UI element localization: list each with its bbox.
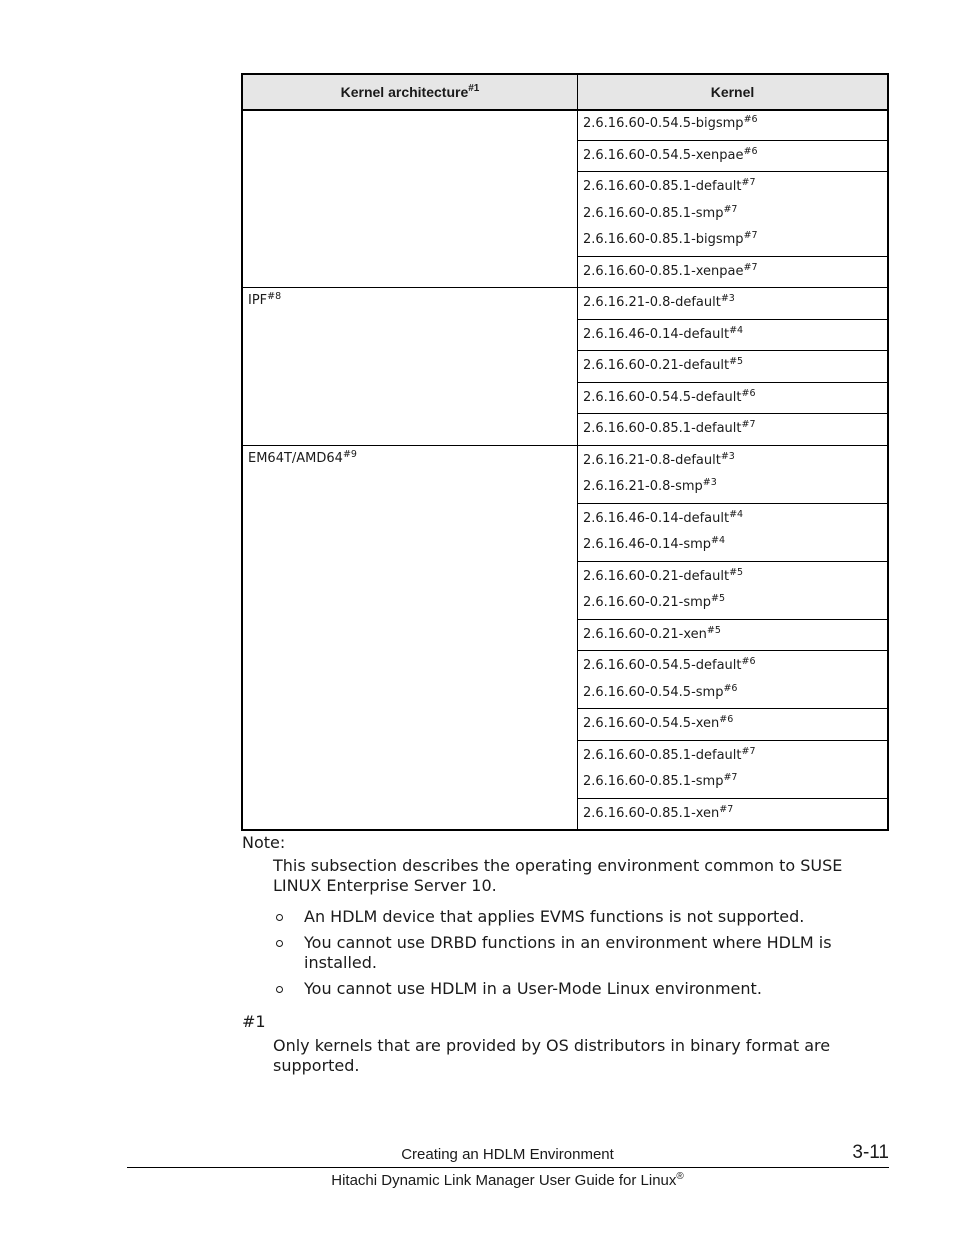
note-text: This subsection describes the operating environment common to SUSE LINUX Enterprise Server 10. xyxy=(273,856,843,895)
circle-bullet-icon xyxy=(276,986,283,993)
kernel-cell xyxy=(578,561,889,619)
arch-cell-continued xyxy=(242,110,578,288)
table-row xyxy=(242,110,888,140)
kernel-footnote-ref: #5 xyxy=(729,356,744,367)
kernel-cell xyxy=(578,351,889,383)
bullet-text: You cannot use DRBD functions in an environment where HDLM is installed. xyxy=(304,933,832,972)
kernel-version xyxy=(583,259,882,286)
kernel-footnote-ref: #5 xyxy=(729,566,744,578)
kernel-cell xyxy=(578,382,889,414)
footer-divider xyxy=(127,1167,889,1168)
kernel-footnote-ref: #4 xyxy=(729,324,744,336)
note-heading: Note: xyxy=(242,833,286,852)
kernel-name: 2.6.16.60-0.85.1-default xyxy=(583,747,742,763)
kernel-footnote-ref: #6 xyxy=(719,714,734,725)
note-bullet-list xyxy=(273,907,873,1005)
table-header-row xyxy=(242,74,888,110)
kernel-cell xyxy=(578,414,889,446)
header-arch-footnote-ref: #1 xyxy=(468,83,480,94)
kernel-name: 2.6.16.60-0.54.5-xenpae xyxy=(583,147,744,163)
kernel-footnote-ref: #6 xyxy=(741,387,756,399)
kernel-version xyxy=(583,711,882,738)
kernel-name: 2.6.16.60-0.21-smp xyxy=(583,595,712,610)
page-number: 3-11 xyxy=(852,1142,889,1163)
circle-bullet-icon xyxy=(276,940,283,947)
kernel-version xyxy=(583,532,882,559)
footnote-label: #1 xyxy=(242,1012,266,1031)
kernel-name: 2.6.16.60-0.85.1-xen xyxy=(583,805,720,821)
kernel-footnote-ref: #7 xyxy=(741,419,756,430)
list-item xyxy=(273,933,873,973)
kernel-name: 2.6.16.60-0.54.5-smp xyxy=(583,684,724,700)
kernel-footnote-ref: #6 xyxy=(743,114,758,125)
kernel-name: 2.6.16.46-0.14-default xyxy=(583,326,730,342)
kernel-cell xyxy=(578,256,889,288)
arch-cell xyxy=(242,445,578,830)
kernel-version xyxy=(583,322,882,349)
arch-cell xyxy=(242,288,578,446)
header-kernel: Kernel xyxy=(578,74,889,110)
kernel-version xyxy=(583,506,882,533)
kernel-version xyxy=(583,590,882,617)
kernel-cell xyxy=(578,288,889,320)
kernel-footnote-ref: #7 xyxy=(743,261,758,273)
kernel-name: 2.6.16.21-0.8-smp xyxy=(583,479,703,494)
kernel-table xyxy=(241,73,889,831)
kernel-cell xyxy=(578,140,889,172)
kernel-name: 2.6.16.60-0.85.1-xenpae xyxy=(583,263,744,279)
arch-footnote-ref: #9 xyxy=(342,448,357,460)
kernel-footnote-ref: #3 xyxy=(720,293,735,304)
bullet-text: An HDLM device that applies EVMS functions is not supported. xyxy=(304,907,805,926)
kernel-version xyxy=(583,111,882,138)
kernel-cell xyxy=(578,651,889,709)
kernel-name: 2.6.16.60-0.85.1-smp xyxy=(583,774,724,789)
kernel-name: 2.6.16.60-0.54.5-xen xyxy=(583,716,720,731)
list-item xyxy=(273,979,873,999)
kernel-version xyxy=(583,801,882,828)
kernel-footnote-ref: #6 xyxy=(723,682,738,694)
kernel-name: 2.6.16.60-0.54.5-default xyxy=(583,658,742,673)
table-row xyxy=(242,288,888,320)
kernel-version xyxy=(583,743,882,770)
kernel-footnote-ref: #5 xyxy=(711,593,726,604)
kernel-name: 2.6.16.60-0.85.1-smp xyxy=(583,205,724,221)
kernel-cell xyxy=(578,110,889,140)
header-kernel-architecture xyxy=(242,74,578,110)
kernel-name: 2.6.16.46-0.14-smp xyxy=(583,537,712,552)
kernel-cell xyxy=(578,445,889,503)
kernel-footnote-ref: #7 xyxy=(743,230,758,241)
kernel-name: 2.6.16.60-0.85.1-default xyxy=(583,421,742,436)
kernel-name: 2.6.16.60-0.54.5-bigsmp xyxy=(583,116,744,131)
kernel-version xyxy=(583,353,882,380)
kernel-footnote-ref: #7 xyxy=(723,772,738,783)
bullet-text: You cannot use HDLM in a User-Mode Linux environment. xyxy=(304,979,762,998)
kernel-cell xyxy=(578,503,889,561)
kernel-footnote-ref: #7 xyxy=(719,803,734,815)
kernel-cell xyxy=(578,172,889,257)
footer-book-title xyxy=(0,1172,954,1189)
kernel-name: 2.6.16.21-0.8-default xyxy=(583,452,721,468)
arch-name: IPF xyxy=(248,293,268,308)
kernel-footnote-ref: #7 xyxy=(723,203,738,215)
kernel-name: 2.6.16.21-0.8-default xyxy=(583,295,721,310)
arch-name: EM64T/AMD64 xyxy=(248,450,343,466)
kernel-footnote-ref: #5 xyxy=(706,624,721,636)
kernel-footnote-ref: #3 xyxy=(720,450,735,462)
list-item xyxy=(273,907,873,927)
kernel-version xyxy=(583,680,882,707)
kernel-cell xyxy=(578,319,889,351)
kernel-name: 2.6.16.60-0.54.5-default xyxy=(583,389,742,405)
kernel-name: 2.6.16.60-0.21-xen xyxy=(583,626,707,642)
kernel-name: 2.6.16.60-0.85.1-bigsmp xyxy=(583,232,744,247)
kernel-footnote-ref: #6 xyxy=(741,656,756,667)
kernel-footnote-ref: #4 xyxy=(729,508,744,520)
kernel-version xyxy=(583,448,882,475)
kernel-cell xyxy=(578,619,889,651)
table-row xyxy=(242,445,888,503)
kernel-version xyxy=(583,385,882,412)
kernel-name: 2.6.16.60-0.85.1-default xyxy=(583,179,742,194)
kernel-version xyxy=(583,769,882,796)
kernel-version xyxy=(583,290,882,317)
kernel-footnote-ref: #7 xyxy=(741,745,756,757)
kernel-name: 2.6.16.60-0.21-default xyxy=(583,358,730,373)
table-body xyxy=(242,110,888,830)
kernel-name: 2.6.16.60-0.21-default xyxy=(583,568,730,584)
kernel-version xyxy=(583,143,882,170)
book-title-text: Hitachi Dynamic Link Manager User Guide for Linux xyxy=(331,1172,677,1189)
kernel-version xyxy=(583,201,882,228)
footer-chapter-title: Creating an HDLM Environment xyxy=(401,1146,614,1163)
kernel-footnote-ref: #7 xyxy=(741,177,756,188)
kernel-cell xyxy=(578,709,889,741)
kernel-version xyxy=(583,622,882,649)
arch-footnote-ref: #8 xyxy=(267,291,282,302)
kernel-version xyxy=(583,227,882,254)
kernel-version xyxy=(583,416,882,443)
kernel-version xyxy=(583,174,882,201)
kernel-footnote-ref: #6 xyxy=(743,145,758,157)
header-arch-label: Kernel architecture xyxy=(340,84,469,100)
kernel-cell xyxy=(578,798,889,830)
kernel-footnote-ref: #3 xyxy=(702,477,717,488)
kernel-footnote-ref: #4 xyxy=(711,535,726,546)
footnote-text: Only kernels that are provided by OS distributors in binary format are supported. xyxy=(273,1036,831,1075)
kernel-version xyxy=(583,653,882,680)
kernel-version xyxy=(583,474,882,501)
registered-mark: ® xyxy=(676,1171,684,1182)
kernel-version xyxy=(583,564,882,591)
circle-bullet-icon xyxy=(276,914,283,921)
kernel-name: 2.6.16.46-0.14-default xyxy=(583,510,730,526)
kernel-cell xyxy=(578,740,889,798)
